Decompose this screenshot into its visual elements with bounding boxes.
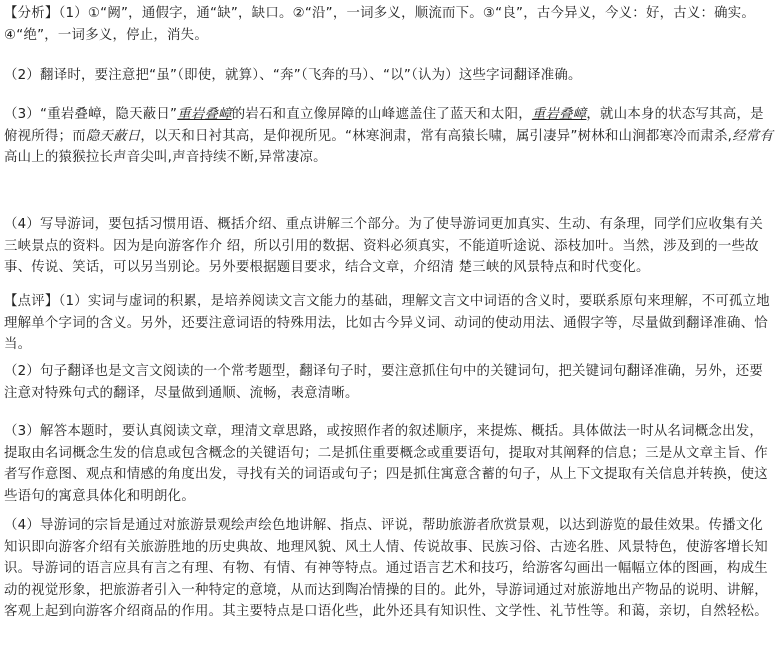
- analysis-p3-term-4: 经常有: [732, 128, 774, 144]
- comment-paragraph-4: （4）导游词的宗旨是通过对旅游景观绘声绘色地讲解、指点、评说，帮助旅游者欣赏景观，以达到游览的最佳效果。传播文化知识即向游客介绍有关旅游胜地的历史典故、地理风貌、风土人情、传说故事、民族习俗、古迹名胜、风景特色，使游客增长知识。导游词的语言应具有言之有理、有物、有情、有神等特点。通过语言艺术和技巧，给游客勾画出一幅幅立体的图画，构成生动的视觉形象，把旅游者引入一种特定的意境，从而达到陶冶情操的目的。此外，导游词通过对旅游地出产物品的说明、讲解，客观上起到向游客介绍商品的作用。其主要特点是口语化些，此外还具有知识性、文学性、礼节性等。和蔼，亲切，自然轻松。: [4, 518, 768, 619]
- analysis-p3-text-2: ，就山本身的状态写其高，是俯视所得；而: [4, 107, 764, 144]
- analysis-paragraph-2: （2）翻译时，要注意把“虽”（即使，就算）、“奔”（飞奔的马）、“以”（认为）这些字词翻译准确。: [4, 68, 582, 83]
- analysis-p3-term-1: 重岩叠嶂: [177, 107, 232, 122]
- comment-paragraph-2: （2）句子翻译也是文言文阅读的一个常考题型，翻译句子时，要注意抓住句中的关键词句，把关键词句翻译准确，另外，还要注意对特殊句式的翻译，尽量做到通顺、流畅，表意清晰。: [4, 364, 763, 401]
- analysis-p3-quote: （3）“重岩叠嶂，隐天蔽日”: [4, 107, 178, 122]
- comment-paragraph-1: 【点评】（1）实词与虚词的积累，是培养阅读文言文能力的基础，理解文言文中词语的含义时，要联系原句来理解，不可孤立地理解单个字词的含义。另外，还要注意词语的特殊用法，比如古今异义词、动词的使动用法、通假字等，尽量做到翻译准确、恰当。: [4, 294, 770, 352]
- analysis-p3-term-3: 隐天蔽日: [85, 128, 141, 144]
- analysis-p3-text-1: 的岩石和直立像屏障的山峰遮盖住了蓝天和太阳，: [231, 107, 532, 122]
- comment-paragraph-3: （3）解答本题时，要认真阅读文章，理清文章思路，或按照作者的叙述顺序，来提炼、概括。具体做法一时从名词概念出发，提取由名词概念生发的信息或包含概念的关键语句；二是抓住重要概念或重要语句，提取对其阐释的信息；三是从文章主旨、作者写作意图、观点和情感的角度出发，寻找有关的词语或句子；四是抓住寓意含蓄的句子，从上下文提取有关信息并转换，使这些语句的寓意具体化和明朗化。: [4, 424, 768, 504]
- analysis-paragraph-3: [4, 104, 776, 169]
- analysis-p3-text-3: ，以天和日衬其高，是仰视所见。“林寒涧肃，常有高猿长啸，属引凄异”树林和山涧都寒冷而肃杀,: [140, 128, 733, 144]
- analysis-paragraph-4: （4）写导游词，要包括习惯用语、概括介绍、重点讲解三个部分。为了使导游词更加真实、生动、有条理，同学们应收集有关三峡景点的资料。因为是向游客作介 绍，所以引用的数据、资料必须真实，不能道听途说、添枝加叶。当然，涉及到的一些故事、传说、笑话，可以另当别论。另外要根据题目要求，结合文章，介绍清 楚三峡的风景特点和时代变化。: [4, 217, 763, 275]
- analysis-p3-text-4: 高山上的猿猴拉长声音尖叫,声音持续不断,异常凄凉。: [4, 150, 327, 165]
- analysis-paragraph-1: 【分析】（1）①“阙”，通假字，通“缺”，缺口。②“沿”，一词多义，顺流而下。③“良”，古今异义，今义：好，古义：确实。④“绝”，一词多义，停止，消失。: [4, 6, 756, 43]
- analysis-p3-term-2: 重岩叠嶂: [531, 107, 587, 122]
